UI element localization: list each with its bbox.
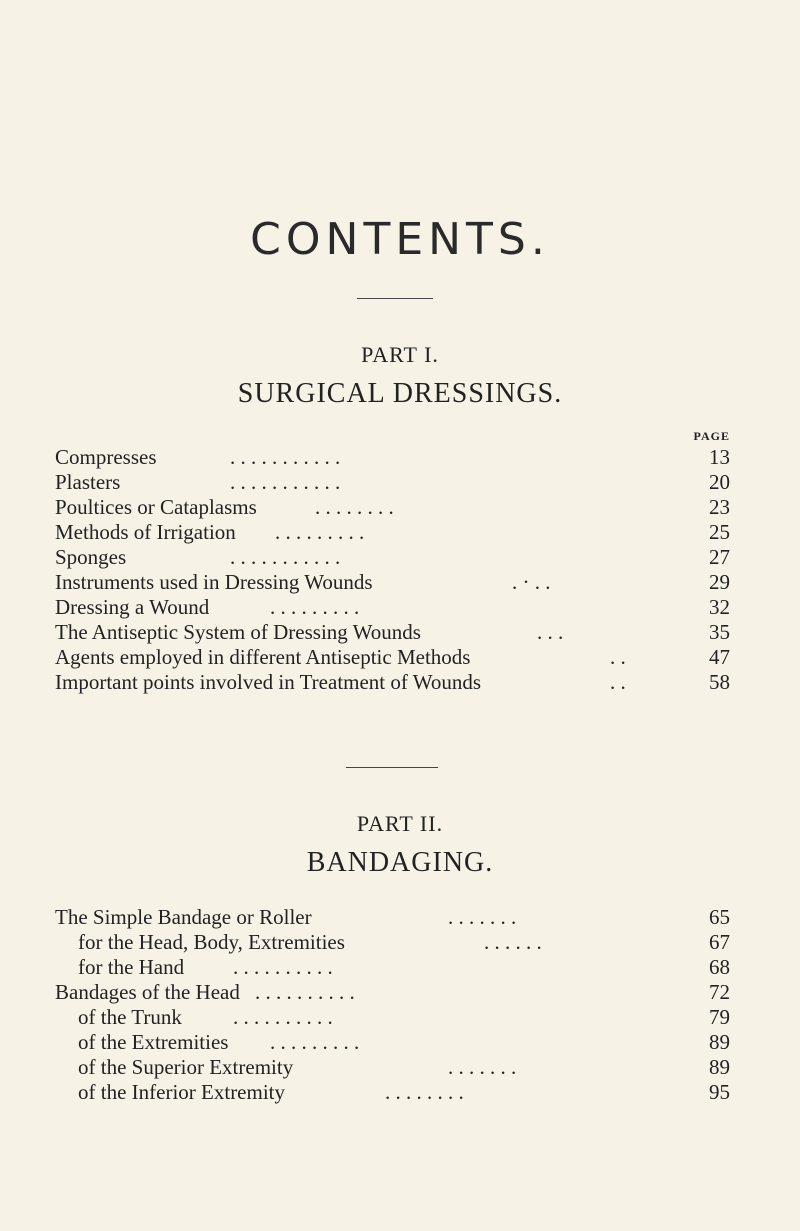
page-column-header: PAGE xyxy=(693,429,730,443)
toc-entry xyxy=(0,520,800,545)
page-title: CONTENTS. xyxy=(250,214,550,265)
leader-dots: . . . . . . . xyxy=(448,905,517,929)
part-two-title: BANDAGING. xyxy=(306,847,494,878)
page-number: 23 xyxy=(709,495,730,519)
toc-entry xyxy=(0,1030,800,1055)
entry-label: for the Head, Body, Extremities xyxy=(78,930,345,954)
leader-dots: . . xyxy=(610,645,626,669)
entry-label: Agents employed in different Antiseptic Methods xyxy=(55,645,471,669)
leader-dots: . . xyxy=(610,670,626,694)
leader-dots: . . . . . . . . . . xyxy=(233,1005,333,1029)
toc-entry xyxy=(0,905,800,930)
entry-label: of the Inferior Extremity xyxy=(78,1080,286,1104)
leader-dots: . . . . . . . . . xyxy=(275,520,365,544)
toc-entry xyxy=(0,955,800,980)
entry-label: The Antiseptic System of Dressing Wounds xyxy=(55,620,421,644)
page-number: 89 xyxy=(709,1055,730,1079)
divider-rule xyxy=(357,298,433,299)
entry-label: Dressing a Wound xyxy=(55,595,210,619)
leader-dots: . . . . . . . . xyxy=(385,1080,464,1104)
page-number: 35 xyxy=(709,620,730,644)
toc-entry xyxy=(0,670,800,695)
toc-entry xyxy=(0,1005,800,1030)
leader-dots: . . . . . . . . . xyxy=(270,1030,360,1054)
toc-entry xyxy=(0,645,800,670)
leader-dots: . . . . . . . . . . . xyxy=(230,545,341,569)
entry-label: Bandages of the Head xyxy=(55,980,240,1004)
divider-rule xyxy=(346,767,438,768)
toc-entry xyxy=(0,445,800,470)
leader-dots: . . . . . . . . . xyxy=(270,595,360,619)
entry-label: of the Trunk xyxy=(78,1005,182,1029)
page-number: 47 xyxy=(709,645,730,669)
leader-dots: . . . . . . . . . . xyxy=(233,955,333,979)
toc-entry xyxy=(0,980,800,1005)
leader-dots: . . . . . . . . . . . xyxy=(230,470,341,494)
leader-dots: . · . . xyxy=(512,570,551,594)
page-number: 72 xyxy=(709,980,730,1004)
page-number: 20 xyxy=(709,470,730,494)
entry-label: Methods of Irrigation xyxy=(55,520,236,544)
page-number: 68 xyxy=(709,955,730,979)
toc-entry xyxy=(0,570,800,595)
part-one-contents-list xyxy=(0,445,800,695)
leader-dots: . . . . . . . xyxy=(448,1055,517,1079)
page-number: 25 xyxy=(709,520,730,544)
toc-entry xyxy=(0,930,800,955)
entry-label: Sponges xyxy=(55,545,127,569)
page-number: 27 xyxy=(709,545,730,569)
page-number: 29 xyxy=(709,570,730,594)
part-one-title: SURGICAL DRESSINGS. xyxy=(237,378,563,409)
part-two-label: PART II. xyxy=(356,811,444,836)
entry-label: Plasters xyxy=(55,470,121,494)
toc-entry xyxy=(0,545,800,570)
entry-label: Poultices or Cataplasms xyxy=(55,495,257,519)
entry-label: of the Extremities xyxy=(78,1030,229,1054)
toc-entry xyxy=(0,495,800,520)
page-number: 79 xyxy=(709,1005,730,1029)
entry-label: Instruments used in Dressing Wounds xyxy=(55,570,373,594)
toc-entry xyxy=(0,620,800,645)
leader-dots: . . . . . . . . . . . xyxy=(230,445,341,469)
page-number: 67 xyxy=(709,930,730,954)
toc-entry xyxy=(0,1055,800,1080)
entry-label: The Simple Bandage or Roller xyxy=(55,905,312,929)
entry-label: of the Superior Extremity xyxy=(78,1055,294,1079)
page-number: 89 xyxy=(709,1030,730,1054)
leader-dots: . . . . . . . . . . xyxy=(255,980,355,1004)
page-number: 65 xyxy=(709,905,730,929)
toc-entry xyxy=(0,1080,800,1105)
entry-label: Compresses xyxy=(55,445,157,469)
entry-label: for the Hand xyxy=(78,955,185,979)
page-number: 95 xyxy=(709,1080,730,1104)
toc-entry xyxy=(0,470,800,495)
page-number: 58 xyxy=(709,670,730,694)
leader-dots: . . . . . . . . xyxy=(315,495,394,519)
page-number: 13 xyxy=(709,445,730,469)
toc-entry xyxy=(0,595,800,620)
entry-label: Important points involved in Treatment of Wounds xyxy=(55,670,482,694)
leader-dots: . . . xyxy=(537,620,564,644)
page-number: 32 xyxy=(709,595,730,619)
part-two-contents-list xyxy=(0,905,800,1105)
part-one-label: PART I. xyxy=(361,342,439,367)
leader-dots: . . . . . . xyxy=(484,930,542,954)
